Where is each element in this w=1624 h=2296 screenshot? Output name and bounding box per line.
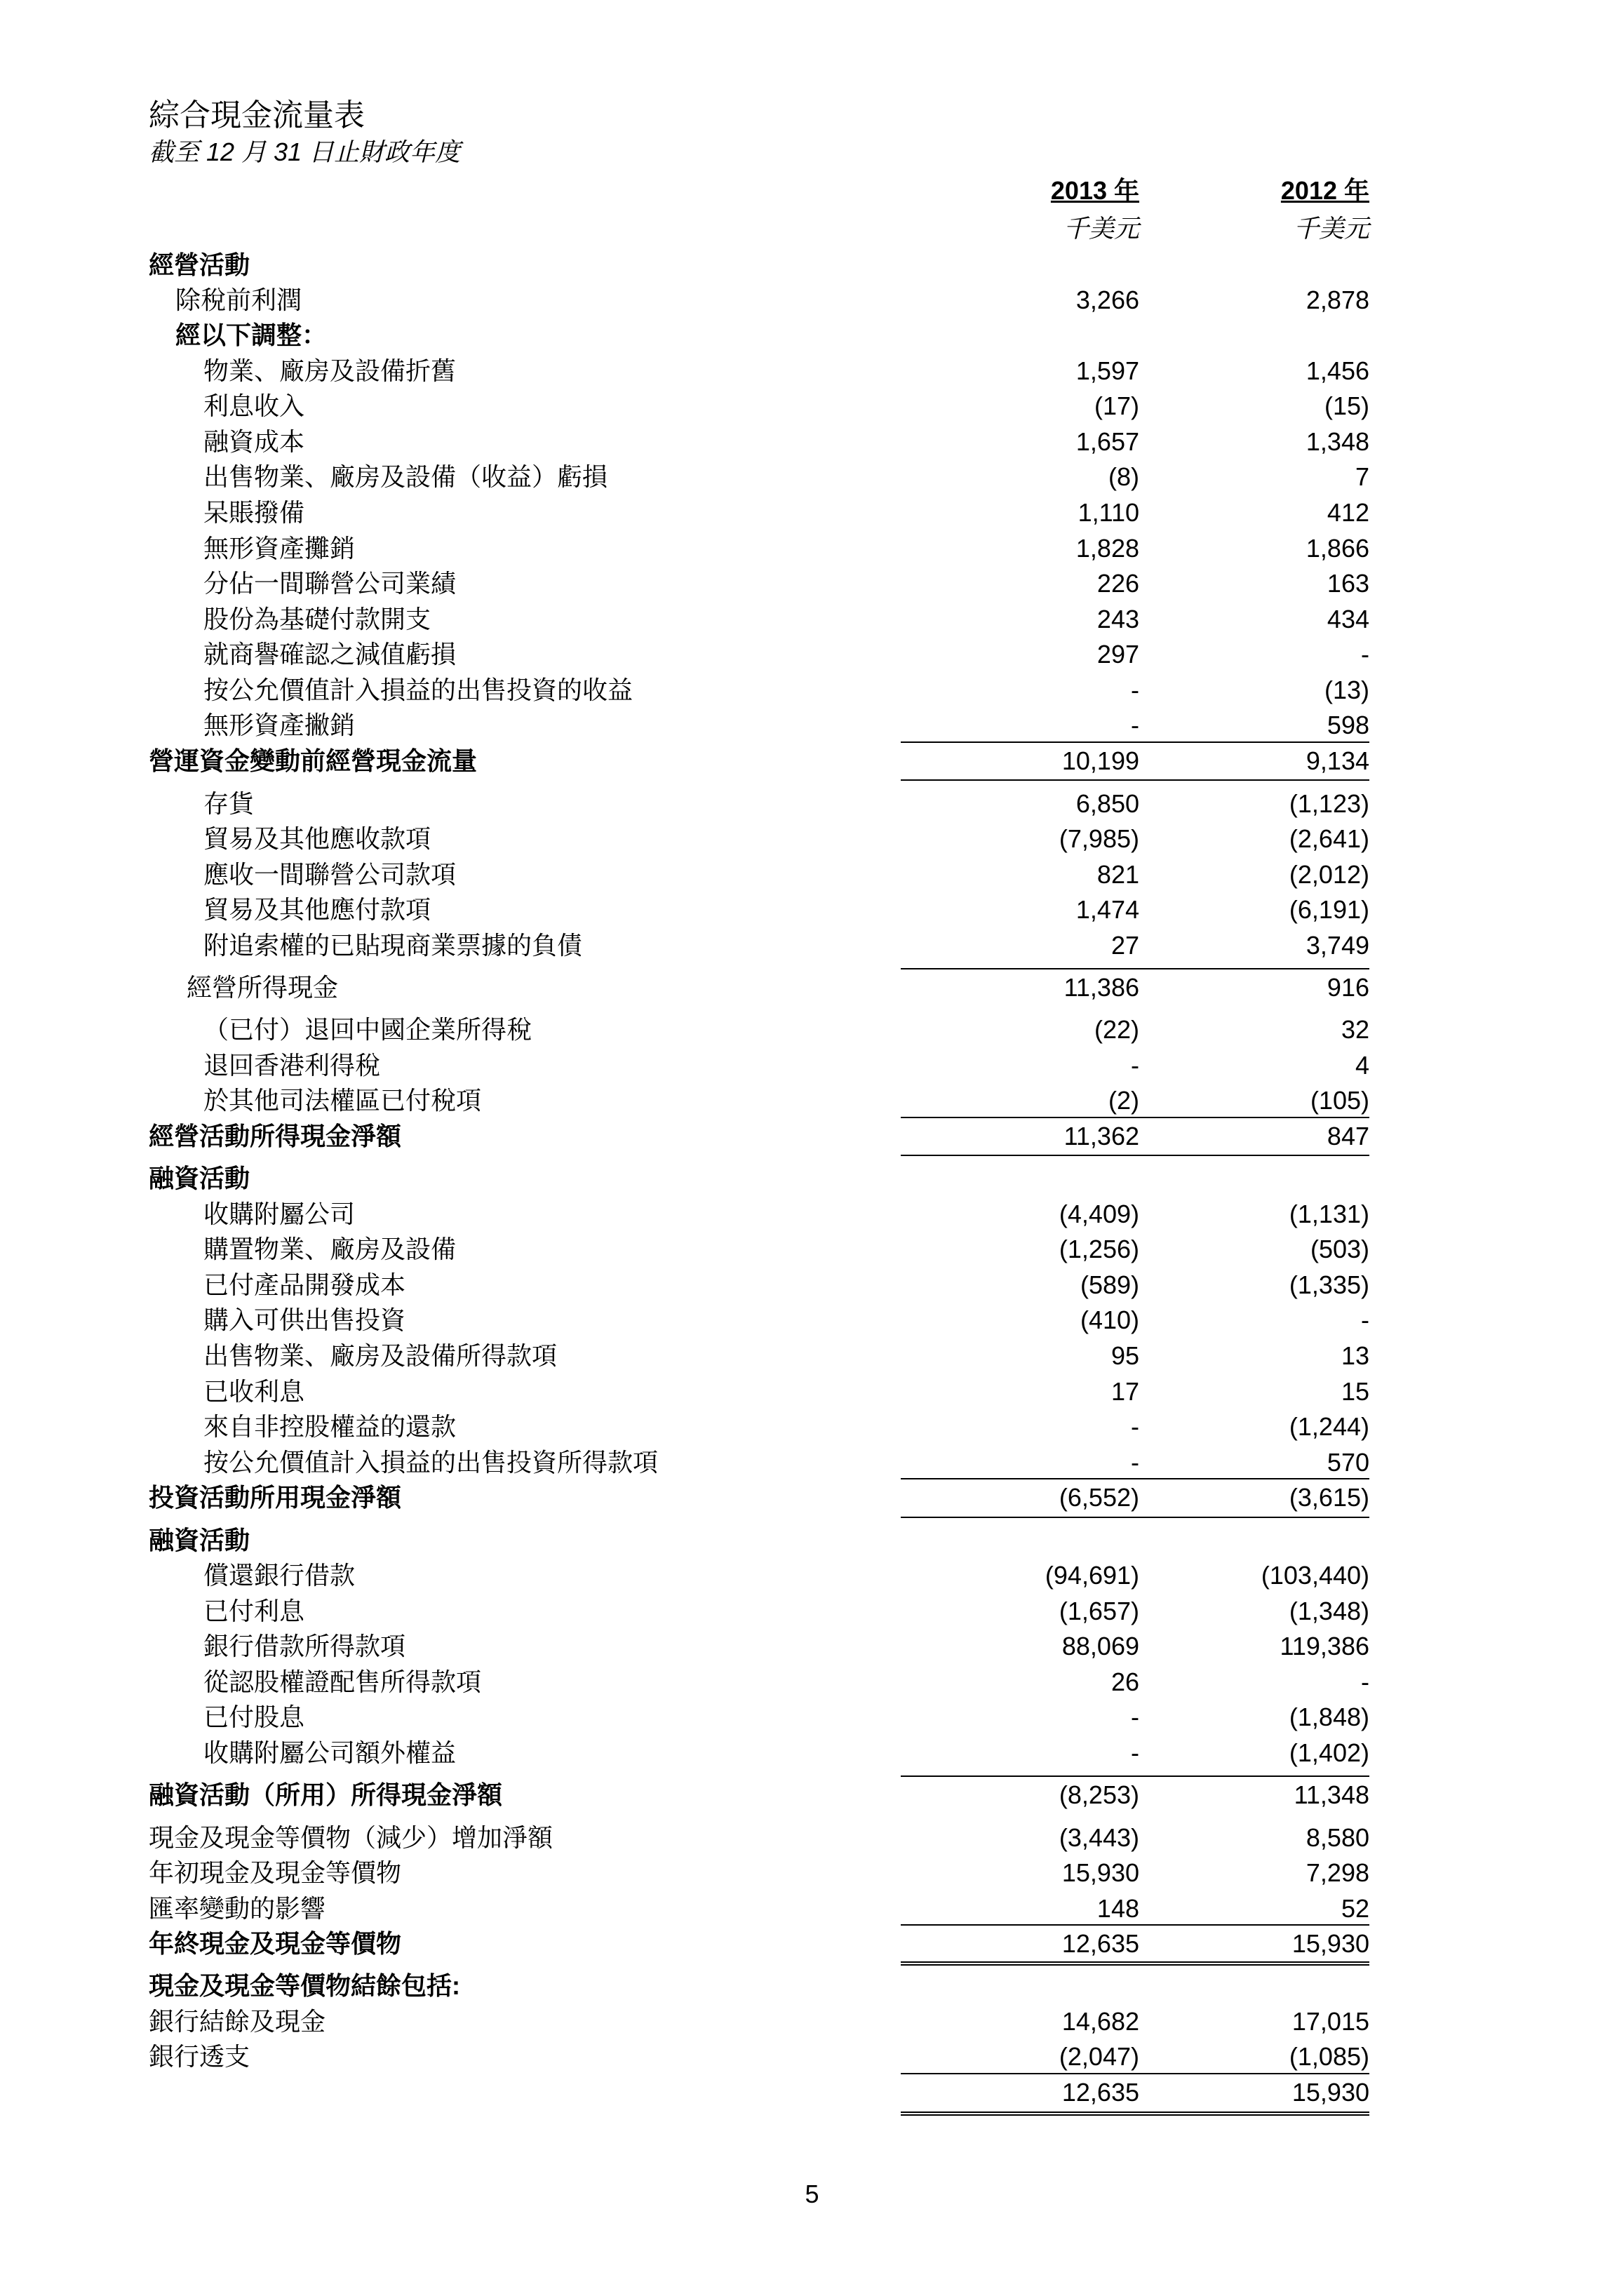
table-row: [0, 1121, 1624, 1152]
table-row: [0, 1411, 1624, 1442]
column-year-2012: 2012 年: [1280, 176, 1369, 205]
total-double-rule: [901, 2112, 1139, 2116]
row-label: 於其他司法權區已付稅項: [203, 1086, 482, 1115]
value-2012: (1,402): [1289, 1738, 1369, 1767]
subtotal-rule: [901, 1517, 1139, 1518]
row-label: 按公允價值計入損益的出售投資所得款項: [203, 1448, 659, 1477]
value-2013: (3,443): [1059, 1823, 1139, 1852]
subtotal-rule: [901, 1478, 1139, 1479]
value-2012: 15: [1341, 1377, 1369, 1406]
value-2012: 7: [1355, 462, 1369, 491]
value-2012: 163: [1327, 569, 1369, 598]
row-label: 年終現金及現金等價物: [149, 1929, 402, 1958]
value-2012: 1,866: [1306, 534, 1369, 563]
value-2012: (15): [1324, 391, 1369, 420]
value-2013: -: [1131, 711, 1139, 739]
row-label: 呆賬撥備: [203, 498, 305, 527]
value-2013: 243: [1096, 605, 1139, 633]
value-2013: 95: [1110, 1341, 1139, 1370]
table-row: [0, 497, 1624, 528]
table-row: [0, 1667, 1624, 1698]
table-row: [0, 2006, 1624, 2037]
row-label: 來自非控股權益的還款: [203, 1412, 457, 1441]
subtotal-rule: [901, 968, 1139, 969]
value-2013: 1,110: [1078, 498, 1139, 527]
value-2012: 1,348: [1306, 427, 1369, 456]
row-label: 銀行透支: [149, 2042, 250, 2071]
value-2013: -: [1131, 1051, 1139, 1080]
row-label: 經以下調整：: [175, 321, 328, 349]
value-2013: (7,985): [1059, 824, 1139, 853]
table-row: [0, 533, 1624, 564]
value-2013: 12,635: [1061, 1929, 1139, 1958]
table-row: [0, 746, 1624, 777]
value-2013: (22): [1094, 1015, 1139, 1044]
value-2012: -: [1361, 640, 1369, 669]
row-label: 利息收入: [203, 391, 305, 420]
row-label: 營運資金變動前經營現金流量: [149, 746, 478, 775]
row-label: 投資活動所用現金淨額: [149, 1483, 402, 1512]
value-2013: 1,597: [1075, 356, 1139, 385]
value-2012: 1,456: [1306, 356, 1369, 385]
table-row: [0, 1270, 1624, 1301]
value-2013: 226: [1096, 569, 1139, 598]
value-2013: -: [1131, 1738, 1139, 1767]
value-2013: 11,362: [1063, 1122, 1139, 1150]
value-2012: 15,930: [1291, 2078, 1369, 2107]
table-row: [0, 1738, 1624, 1768]
value-2013: (8,253): [1059, 1780, 1139, 1809]
table-row: [0, 356, 1624, 387]
row-label: 銀行結餘及現金: [149, 2007, 326, 2036]
table-row: [0, 930, 1624, 961]
value-2013: 17: [1110, 1377, 1139, 1406]
table-row: [0, 2041, 1624, 2072]
value-2012: 7,298: [1306, 1858, 1369, 1887]
table-row: [0, 462, 1624, 492]
value-2012: 15,930: [1291, 1929, 1369, 1958]
subtotal-rule: [1131, 1478, 1369, 1479]
value-2012: 11,348: [1294, 1780, 1369, 1809]
row-label: 購置物業、廠房及設備: [203, 1235, 457, 1263]
table-row: [0, 675, 1624, 706]
row-label: 經營活動所得現金淨額: [149, 1122, 402, 1150]
row-label: 貿易及其他應付款項: [203, 895, 431, 924]
row-label: 已付股息: [203, 1703, 305, 1731]
table-row: [0, 788, 1624, 819]
value-2013: (2): [1108, 1086, 1139, 1115]
column-year-2013: 2013 年: [1050, 176, 1139, 205]
row-label: 已付產品開發成本: [203, 1270, 406, 1299]
value-2013: 6,850: [1075, 789, 1139, 818]
row-label: 經營活動: [149, 250, 250, 279]
subtotal-rule: [901, 2073, 1139, 2074]
table-row: [0, 1631, 1624, 1662]
value-2013: -: [1131, 1412, 1139, 1441]
table-row: [0, 1822, 1624, 1853]
value-2013: (4,409): [1059, 1200, 1139, 1228]
table-row: [0, 285, 1624, 316]
table-row: [0, 1163, 1624, 1194]
table-row: [0, 894, 1624, 925]
row-label: 除稅前利潤: [175, 286, 302, 314]
row-label: 股份為基礎付款開支: [203, 605, 431, 633]
total-double-rule: [1131, 1961, 1369, 1966]
total-double-rule: [1131, 2112, 1369, 2116]
table-row: [0, 1482, 1624, 1513]
value-2012: (1,244): [1289, 1412, 1369, 1441]
row-label: 償還銀行借款: [203, 1561, 356, 1590]
row-label: 就商譽確認之減值虧損: [203, 640, 457, 669]
value-2012: (3,615): [1289, 1483, 1369, 1512]
row-label: 經營所得現金: [187, 973, 339, 1002]
subtotal-rule: [1131, 1775, 1369, 1777]
row-label: 現金及現金等價物結餘包括:: [149, 1971, 460, 2000]
value-2013: -: [1131, 1703, 1139, 1731]
row-label: 物業、廠房及設備折舊: [203, 356, 457, 385]
value-2012: 598: [1327, 711, 1369, 739]
row-label: 已收利息: [203, 1377, 305, 1406]
value-2012: 2,878: [1306, 286, 1369, 314]
subtotal-rule: [901, 1775, 1139, 1777]
subtotal-rule: [1131, 1117, 1369, 1118]
table-row: [0, 1596, 1624, 1627]
value-2012: (1,123): [1289, 789, 1369, 818]
total-double-rule: [901, 1961, 1139, 1966]
value-2012: 3,749: [1306, 931, 1369, 960]
subtotal-rule: [1131, 741, 1369, 743]
table-row: [0, 2077, 1624, 2108]
value-2013: -: [1131, 1448, 1139, 1477]
value-2012: 32: [1341, 1015, 1369, 1044]
subtotal-rule: [901, 741, 1139, 743]
row-label: 收購附屬公司額外權益: [203, 1738, 457, 1767]
row-label: 收購附屬公司: [203, 1200, 356, 1228]
table-row: [0, 1780, 1624, 1811]
value-2012: (1,085): [1289, 2042, 1369, 2071]
value-2012: -: [1361, 1305, 1369, 1334]
value-2013: 14,682: [1061, 2007, 1139, 2036]
value-2013: (1,256): [1059, 1235, 1139, 1263]
value-2013: (17): [1094, 391, 1139, 420]
row-label: 融資活動: [149, 1164, 250, 1193]
value-2012: 8,580: [1306, 1823, 1369, 1852]
column-unit-2013: 千美元: [1063, 214, 1139, 243]
value-2012: (1,335): [1289, 1270, 1369, 1299]
subtotal-rule: [1131, 1924, 1369, 1926]
row-label: 已付利息: [203, 1597, 305, 1625]
subtotal-rule: [1131, 2073, 1369, 2074]
value-2012: 434: [1327, 605, 1369, 633]
page-number: 5: [805, 2180, 819, 2208]
table-row: [0, 1050, 1624, 1081]
value-2013: 15,930: [1061, 1858, 1139, 1887]
value-2012: (2,012): [1289, 860, 1369, 889]
row-label: 出售物業、廠房及設備所得款項: [203, 1341, 558, 1370]
value-2013: (8): [1108, 462, 1139, 491]
value-2012: 9,134: [1306, 746, 1369, 775]
row-label: 貿易及其他應收款項: [203, 824, 431, 853]
value-2013: 10,199: [1061, 746, 1139, 775]
row-label: 按公允價值計入損益的出售投資的收益: [203, 676, 633, 704]
value-2013: 11,386: [1063, 973, 1139, 1002]
value-2012: 412: [1327, 498, 1369, 527]
value-2013: 148: [1096, 1894, 1139, 1923]
value-2012: (1,348): [1289, 1597, 1369, 1625]
value-2013: (589): [1080, 1270, 1139, 1299]
table-row: [0, 1928, 1624, 1959]
column-unit-2012: 千美元: [1293, 214, 1369, 243]
value-2012: (13): [1324, 676, 1369, 704]
value-2013: 26: [1110, 1667, 1139, 1696]
row-label: 退回香港利得稅: [203, 1051, 381, 1080]
value-2012: 13: [1341, 1341, 1369, 1370]
row-label: 現金及現金等價物（減少）增加淨額: [149, 1823, 553, 1852]
value-2012: 119,386: [1280, 1632, 1369, 1660]
value-2013: 821: [1096, 860, 1139, 889]
value-2013: (2,047): [1059, 2042, 1139, 2071]
table-row: [0, 1341, 1624, 1371]
value-2013: 12,635: [1061, 2078, 1139, 2107]
row-label: 分佔一間聯營公司業績: [203, 569, 457, 598]
table-row: [0, 391, 1624, 422]
table-row: [0, 568, 1624, 599]
row-label: 融資成本: [203, 427, 305, 456]
subtotal-rule: [901, 779, 1139, 781]
value-2012: 916: [1327, 973, 1369, 1002]
table-row: [0, 1893, 1624, 1924]
value-2013: 88,069: [1061, 1632, 1139, 1660]
row-label: 附追索權的已貼現商業票據的負債: [203, 931, 583, 960]
table-row: [0, 639, 1624, 670]
value-2012: (1,848): [1289, 1703, 1369, 1731]
value-2012: 570: [1327, 1448, 1369, 1477]
row-label: 存貨: [203, 789, 255, 818]
table-row: [0, 320, 1624, 351]
value-2012: (503): [1310, 1235, 1369, 1263]
value-2012: (6,191): [1289, 895, 1369, 924]
value-2012: 4: [1355, 1051, 1369, 1080]
row-label: （已付）退回中國企業所得稅: [203, 1015, 532, 1044]
subtotal-rule: [1131, 968, 1369, 969]
table-row: [0, 1858, 1624, 1888]
value-2012: (103,440): [1261, 1561, 1369, 1590]
table-row: [0, 1447, 1624, 1478]
value-2013: (6,552): [1059, 1483, 1139, 1512]
value-2012: 847: [1327, 1122, 1369, 1150]
value-2013: -: [1131, 676, 1139, 704]
value-2013: 27: [1110, 931, 1139, 960]
value-2013: 1,474: [1075, 895, 1139, 924]
value-2012: (1,131): [1289, 1200, 1369, 1228]
table-row: [0, 427, 1624, 457]
subtotal-rule: [1131, 1517, 1369, 1518]
row-label: 從認股權證配售所得款項: [203, 1667, 482, 1696]
value-2012: 52: [1341, 1894, 1369, 1923]
page-subtitle: 截至 12 月 31 日止財政年度: [149, 137, 461, 166]
table-row: [0, 972, 1624, 1003]
row-label: 無形資產撇銷: [203, 711, 356, 739]
table-row: [0, 1305, 1624, 1336]
value-2012: -: [1361, 1667, 1369, 1696]
row-label: 應收一間聯營公司款項: [203, 860, 457, 889]
subtotal-rule: [1131, 779, 1369, 781]
row-label: 融資活動: [149, 1526, 250, 1555]
table-row: [0, 859, 1624, 890]
value-2012: (105): [1310, 1086, 1369, 1115]
table-row: [0, 824, 1624, 854]
subtotal-rule: [1131, 1155, 1369, 1156]
table-row: [0, 604, 1624, 635]
table-row: [0, 1085, 1624, 1116]
value-2013: 3,266: [1075, 286, 1139, 314]
table-row: [0, 1014, 1624, 1045]
row-label: 匯率變動的影響: [149, 1894, 326, 1923]
value-2013: (94,691): [1045, 1561, 1139, 1590]
value-2013: 1,828: [1075, 534, 1139, 563]
table-row: [0, 710, 1624, 741]
table-row: [0, 1560, 1624, 1591]
page-title: 綜合現金流量表: [149, 98, 365, 133]
row-label: 融資活動（所用）所得現金淨額: [149, 1780, 503, 1809]
table-row: [0, 250, 1624, 281]
value-2013: (410): [1080, 1305, 1139, 1334]
table-row: [0, 1702, 1624, 1733]
table-row: [0, 1971, 1624, 2001]
subtotal-rule: [901, 1155, 1139, 1156]
subtotal-rule: [901, 1924, 1139, 1926]
value-2013: (1,657): [1059, 1597, 1139, 1625]
row-label: 購入可供出售投資: [203, 1305, 406, 1334]
row-label: 出售物業、廠房及設備（收益）虧損: [203, 462, 608, 491]
table-row: [0, 1376, 1624, 1407]
value-2013: 1,657: [1075, 427, 1139, 456]
table-row: [0, 1525, 1624, 1556]
value-2013: 297: [1096, 640, 1139, 669]
table-row: [0, 1199, 1624, 1230]
value-2012: (2,641): [1289, 824, 1369, 853]
subtotal-rule: [901, 1117, 1139, 1118]
value-2012: 17,015: [1291, 2007, 1369, 2036]
row-label: 銀行借款所得款項: [203, 1632, 406, 1660]
table-row: [0, 1234, 1624, 1265]
row-label: 年初現金及現金等價物: [149, 1858, 402, 1887]
row-label: 無形資產攤銷: [203, 534, 356, 563]
